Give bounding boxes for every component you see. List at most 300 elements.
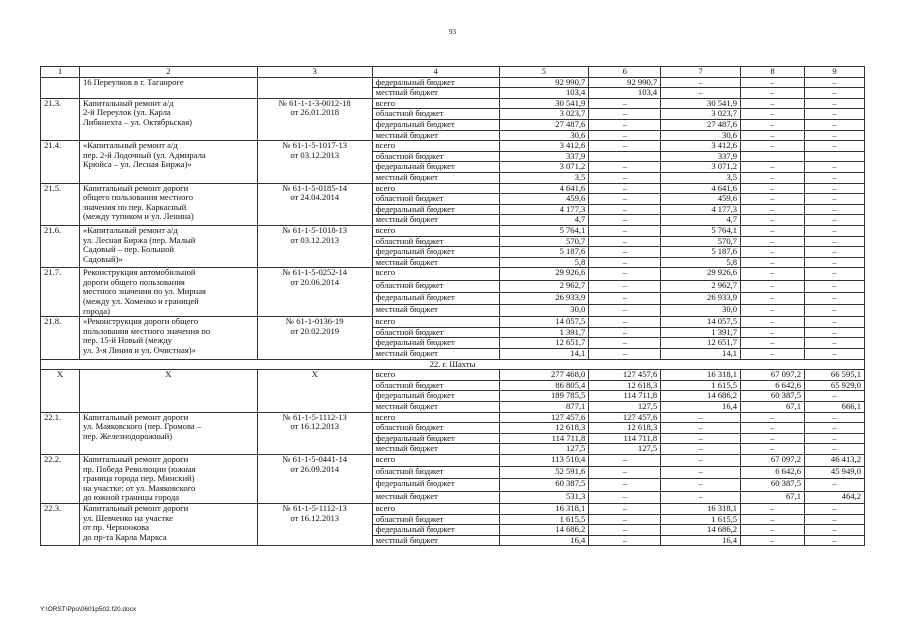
amount-cell: 12 651,7 [499, 338, 589, 349]
amount-cell: – [805, 280, 865, 292]
amount-cell: 277 468,0 [499, 370, 589, 381]
item-number: 22.1. [41, 412, 80, 454]
item-document: № 61-1-5-1112-13 от 16.12.2013 [257, 412, 372, 454]
amount-cell: – [805, 257, 865, 268]
amount-cell: 127 457,6 [589, 370, 661, 381]
item-name: «Капитальный ремонт а/д ул. Лесная Биржа (пер. Малый Садовый – пер. Большой Садовый)» [79, 225, 257, 267]
amount-cell: – [589, 479, 661, 491]
amount-cell: – [589, 247, 661, 258]
amount-cell: – [805, 433, 865, 444]
amount-cell: – [805, 444, 865, 455]
amount-cell: 459,6 [661, 194, 741, 205]
budget-type: местный бюджет [372, 172, 499, 183]
amount-cell: 464,2 [805, 491, 865, 503]
amount-cell: – [741, 433, 805, 444]
amount-cell: – [805, 292, 865, 304]
amount-cell: – [741, 257, 805, 268]
budget-type: местный бюджет [372, 444, 499, 455]
budget-type: областной бюджет [372, 467, 499, 479]
amount-cell: – [589, 109, 661, 120]
amount-cell: – [741, 349, 805, 360]
item-name: Х [79, 370, 257, 412]
budget-type: всего [372, 98, 499, 109]
amount-cell: 92 990,7 [589, 77, 661, 88]
item-number: 21.7. [41, 268, 80, 317]
header-cell: 3 [257, 67, 372, 78]
item-document: Х [257, 370, 372, 412]
item-name: 16 Переулков в г. Таганроге [79, 77, 257, 98]
budget-type: местный бюджет [372, 215, 499, 226]
amount-cell: 3 071,2 [499, 162, 589, 173]
amount-cell: – [805, 268, 865, 280]
table-row [41, 370, 865, 381]
header-cell: 7 [661, 67, 741, 78]
amount-cell: 127 457,6 [499, 412, 589, 423]
amount-cell: 2 962,7 [661, 280, 741, 292]
amount-cell: 67,1 [741, 491, 805, 503]
amount-cell: 27 487,6 [499, 119, 589, 130]
amount-cell: – [661, 77, 741, 88]
section-title: 22. г. Шахты [41, 359, 865, 370]
amount-cell: – [805, 88, 865, 99]
amount-cell: 2 962,7 [499, 280, 589, 292]
item-document: № 61-1-5-1112-13 от 16.12.2013 [257, 503, 372, 545]
amount-cell: 114 711,8 [589, 433, 661, 444]
amount-cell: 60 387,5 [499, 479, 589, 491]
item-number: 21.8. [41, 317, 80, 359]
budget-type: всего [372, 183, 499, 194]
amount-cell: – [661, 479, 741, 491]
page-number: 93 [449, 28, 456, 36]
file-path-footer: Y:\ORST\Ppo\0601p502.f20.docx [40, 606, 137, 613]
budget-type: областной бюджет [372, 423, 499, 434]
amount-cell: – [805, 503, 865, 514]
amount-cell: – [805, 141, 865, 152]
amount-cell: – [805, 183, 865, 194]
amount-cell: – [805, 327, 865, 338]
table-row [41, 141, 865, 152]
section-row [41, 359, 865, 370]
amount-cell: 92 990,7 [499, 77, 589, 88]
budget-type: всего [372, 141, 499, 152]
amount-cell: – [589, 204, 661, 215]
amount-cell: 16 318,1 [661, 370, 741, 381]
table-row [41, 412, 865, 423]
amount-cell: 3,5 [499, 172, 589, 183]
amount-cell: 6 642,6 [741, 467, 805, 479]
table-row [41, 454, 865, 466]
amount-cell: – [805, 525, 865, 536]
amount-cell: 5,8 [499, 257, 589, 268]
amount-cell: 45 949,0 [805, 467, 865, 479]
amount-cell: – [805, 391, 865, 402]
amount-cell: 3 412,6 [661, 141, 741, 152]
amount-cell: – [589, 141, 661, 152]
amount-cell: 4 641,6 [499, 183, 589, 194]
item-number: Х [41, 370, 80, 412]
item-number: 21.3. [41, 98, 80, 140]
item-number: 21.6. [41, 225, 80, 267]
budget-type: областной бюджет [372, 280, 499, 292]
amount-cell: – [741, 292, 805, 304]
budget-type: местный бюджет [372, 491, 499, 503]
item-document: № 61-1-5-1018-13 от 03.12.2013 [257, 225, 372, 267]
item-document: № 61-1-1-3-0012-18 от 26.01.2018 [257, 98, 372, 140]
item-document: № 61-1-0136-19 от 20.02.2019 [257, 317, 372, 359]
budget-type: местный бюджет [372, 349, 499, 360]
item-name: «Капитальный ремонт а/д пер. 2-й Лодочный (ул. Адмирала Крюйса – ул. Лесная Биржа)» [79, 141, 257, 183]
amount-cell: 337,9 [661, 151, 741, 162]
amount-cell: – [661, 491, 741, 503]
amount-cell: – [741, 268, 805, 280]
amount-cell: – [741, 503, 805, 514]
amount-cell: – [661, 454, 741, 466]
amount-cell: – [589, 338, 661, 349]
amount-cell: 16,4 [661, 535, 741, 546]
amount-cell: 5,8 [661, 257, 741, 268]
amount-cell: 29 926,6 [661, 268, 741, 280]
amount-cell: – [741, 514, 805, 525]
amount-cell: 1 391,7 [661, 327, 741, 338]
budget-type: всего [372, 317, 499, 328]
budget-type: областной бюджет [372, 327, 499, 338]
amount-cell: – [589, 183, 661, 194]
item-document: № 61-1-5-0441-14 от 26.09.2014 [257, 454, 372, 503]
header-cell: 6 [589, 67, 661, 78]
amount-cell: – [589, 236, 661, 247]
budget-type: всего [372, 454, 499, 466]
amount-cell: – [805, 304, 865, 316]
amount-cell: – [589, 162, 661, 173]
amount-cell: – [805, 247, 865, 258]
amount-cell: – [589, 292, 661, 304]
amount-cell: 12 618,3 [589, 380, 661, 391]
budget-type: местный бюджет [372, 304, 499, 316]
table-row [41, 503, 865, 514]
amount-cell: 60 387,5 [741, 391, 805, 402]
amount-cell: – [805, 98, 865, 109]
amount-cell: 14 057,5 [499, 317, 589, 328]
amount-cell: 16 318,1 [499, 503, 589, 514]
amount-cell: 337,9 [499, 151, 589, 162]
budget-type: федеральный бюджет [372, 391, 499, 402]
amount-cell: – [741, 423, 805, 434]
amount-cell: 14 686,2 [661, 525, 741, 536]
amount-cell: 65 929,0 [805, 380, 865, 391]
amount-cell: 86 805,4 [499, 380, 589, 391]
item-number: 21.4. [41, 141, 80, 183]
amount-cell: 3 071,2 [661, 162, 741, 173]
item-number [41, 77, 80, 98]
budget-type: федеральный бюджет [372, 162, 499, 173]
header-cell: 2 [79, 67, 257, 78]
header-row [41, 67, 865, 78]
amount-cell: 14 686,2 [661, 391, 741, 402]
amount-cell: 570,7 [661, 236, 741, 247]
amount-cell: 14,1 [661, 349, 741, 360]
budget-type: местный бюджет [372, 88, 499, 99]
amount-cell: 52 591,6 [499, 467, 589, 479]
table-row [41, 225, 865, 236]
amount-cell: – [589, 525, 661, 536]
amount-cell: 103,4 [589, 88, 661, 99]
amount-cell: – [805, 338, 865, 349]
item-name: Капитальный ремонт дороги ул. Шевченко на участке от пр. Черноокова до пр-та Карла Маркса [79, 503, 257, 545]
amount-cell: – [741, 194, 805, 205]
amount-cell: 16,4 [661, 402, 741, 413]
amount-cell: – [805, 204, 865, 215]
amount-cell: 5 187,6 [661, 247, 741, 258]
amount-cell: – [741, 119, 805, 130]
amount-cell: 3 023,7 [661, 109, 741, 120]
amount-cell: – [741, 130, 805, 141]
amount-cell: 67 097,2 [741, 454, 805, 466]
budget-type: всего [372, 370, 499, 381]
amount-cell: – [589, 503, 661, 514]
amount-cell: 113 510,4 [499, 454, 589, 466]
amount-cell: – [741, 77, 805, 88]
amount-cell: – [805, 194, 865, 205]
amount-cell: 4 641,6 [661, 183, 741, 194]
amount-cell: – [589, 535, 661, 546]
amount-cell: – [589, 327, 661, 338]
amount-cell: 4 177,3 [661, 204, 741, 215]
amount-cell: 4 177,3 [499, 204, 589, 215]
amount-cell: – [805, 215, 865, 226]
amount-cell: – [589, 215, 661, 226]
amount-cell: – [741, 98, 805, 109]
amount-cell: 103,4 [499, 88, 589, 99]
table-row [41, 98, 865, 109]
table-row [41, 77, 865, 88]
amount-cell: – [589, 119, 661, 130]
amount-cell: – [805, 423, 865, 434]
amount-cell: 5 764,1 [499, 225, 589, 236]
header-cell: 5 [499, 67, 589, 78]
amount-cell: – [661, 88, 741, 99]
budget-type: местный бюджет [372, 130, 499, 141]
amount-cell [805, 151, 865, 162]
amount-cell: – [741, 109, 805, 120]
amount-cell: 127,5 [589, 444, 661, 455]
amount-cell: – [805, 225, 865, 236]
amount-cell: – [589, 172, 661, 183]
amount-cell [741, 151, 805, 162]
budget-type: всего [372, 225, 499, 236]
amount-cell: – [589, 467, 661, 479]
amount-cell: – [805, 317, 865, 328]
amount-cell: 27 487,6 [661, 119, 741, 130]
amount-cell: – [741, 141, 805, 152]
amount-cell: 114 711,8 [499, 433, 589, 444]
amount-cell: 1 615,5 [661, 380, 741, 391]
item-number: 21.5. [41, 183, 80, 225]
amount-cell: – [589, 257, 661, 268]
item-name: Капитальный ремонт дороги общего пользования местного значения по пер. Каркасный (между тупиком и ул. Ленина) [79, 183, 257, 225]
budget-type: федеральный бюджет [372, 119, 499, 130]
budget-type: федеральный бюджет [372, 525, 499, 536]
amount-cell: 30,0 [499, 304, 589, 316]
budget-type: местный бюджет [372, 402, 499, 413]
amount-cell: – [661, 467, 741, 479]
amount-cell: 877,1 [499, 402, 589, 413]
amount-cell: 67,1 [741, 402, 805, 413]
amount-cell: 30 541,9 [499, 98, 589, 109]
amount-cell: 127,5 [499, 444, 589, 455]
amount-cell: – [589, 349, 661, 360]
amount-cell: – [741, 444, 805, 455]
amount-cell: – [589, 268, 661, 280]
amount-cell: 46 413,2 [805, 454, 865, 466]
amount-cell: 16,4 [499, 535, 589, 546]
amount-cell: – [805, 349, 865, 360]
budget-type: областной бюджет [372, 236, 499, 247]
amount-cell: – [589, 491, 661, 503]
amount-cell: 4,7 [499, 215, 589, 226]
amount-cell: 114 711,8 [589, 391, 661, 402]
amount-cell: – [805, 119, 865, 130]
amount-cell: 666,1 [805, 402, 865, 413]
item-document: № 61-1-5-0252-14 от 20.06.2014 [257, 268, 372, 317]
amount-cell: – [805, 77, 865, 88]
amount-cell: – [741, 183, 805, 194]
amount-cell: 3 023,7 [499, 109, 589, 120]
amount-cell: – [589, 130, 661, 141]
budget-type: местный бюджет [372, 257, 499, 268]
amount-cell: – [741, 225, 805, 236]
amount-cell: – [741, 88, 805, 99]
amount-cell: – [741, 317, 805, 328]
amount-cell: – [805, 162, 865, 173]
budget-type: федеральный бюджет [372, 247, 499, 258]
item-name: Капитальный ремонт дороги пр. Победа Революции (южная граница города пер. Минский) на участке: от ул. Маяковского до южной границы города [79, 454, 257, 503]
budget-type: федеральный бюджет [372, 292, 499, 304]
amount-cell: 26 933,9 [499, 292, 589, 304]
budget-type: федеральный бюджет [372, 433, 499, 444]
amount-cell: – [741, 204, 805, 215]
amount-cell: 29 926,6 [499, 268, 589, 280]
amount-cell: 127,5 [589, 402, 661, 413]
budget-type: всего [372, 412, 499, 423]
budget-type: федеральный бюджет [372, 338, 499, 349]
amount-cell: 5 187,6 [499, 247, 589, 258]
amount-cell: 127 457,6 [589, 412, 661, 423]
budget-type: федеральный бюджет [372, 479, 499, 491]
budget-type: всего [372, 268, 499, 280]
amount-cell: 30 541,9 [661, 98, 741, 109]
table-row [41, 268, 865, 280]
table-row [41, 183, 865, 194]
item-name: Капитальный ремонт а/д 2-й Переулок (ул. Карла Либкнехта – ул. Октябрьская) [79, 98, 257, 140]
amount-cell: – [741, 280, 805, 292]
amount-cell: 14,1 [499, 349, 589, 360]
amount-cell: 1 615,5 [661, 514, 741, 525]
amount-cell: – [741, 535, 805, 546]
amount-cell: – [741, 338, 805, 349]
amount-cell: 26 933,9 [661, 292, 741, 304]
budget-type: областной бюджет [372, 109, 499, 120]
amount-cell: – [805, 236, 865, 247]
amount-cell: – [661, 412, 741, 423]
amount-cell: – [805, 479, 865, 491]
amount-cell: 30,0 [661, 304, 741, 316]
amount-cell: 531,3 [499, 491, 589, 503]
amount-cell: – [589, 317, 661, 328]
header-cell: 9 [805, 67, 865, 78]
budget-type: всего [372, 503, 499, 514]
amount-cell: 570,7 [499, 236, 589, 247]
amount-cell: – [589, 194, 661, 205]
budget-table [40, 66, 865, 546]
amount-cell: – [805, 172, 865, 183]
amount-cell: – [589, 454, 661, 466]
amount-cell: – [741, 525, 805, 536]
amount-cell: – [741, 327, 805, 338]
item-name: Реконструкция автомобильной дороги общего пользования местного значения по ул. Мирная (между ул. Хоменко и границей города) [79, 268, 257, 317]
amount-cell: 14 686,2 [499, 525, 589, 536]
budget-type: областной бюджет [372, 514, 499, 525]
amount-cell: 12 618,3 [499, 423, 589, 434]
amount-cell: – [589, 280, 661, 292]
amount-cell: – [589, 98, 661, 109]
item-document: № 61-1-5-1017-13 от 03.12.2013 [257, 141, 372, 183]
amount-cell: 30,6 [661, 130, 741, 141]
amount-cell: – [589, 514, 661, 525]
amount-cell: – [805, 514, 865, 525]
amount-cell: – [741, 247, 805, 258]
amount-cell: – [589, 225, 661, 236]
amount-cell: – [741, 412, 805, 423]
item-number: 22.2. [41, 454, 80, 503]
amount-cell: 66 595,1 [805, 370, 865, 381]
amount-cell: – [661, 423, 741, 434]
header-cell: 4 [372, 67, 499, 78]
amount-cell: – [741, 172, 805, 183]
amount-cell: 189 785,5 [499, 391, 589, 402]
header-cell: 1 [41, 67, 80, 78]
budget-type: областной бюджет [372, 380, 499, 391]
budget-type: областной бюджет [372, 194, 499, 205]
amount-cell: 12 618,3 [589, 423, 661, 434]
amount-cell: – [805, 412, 865, 423]
amount-cell: 5 764,1 [661, 225, 741, 236]
amount-cell: 30,6 [499, 130, 589, 141]
amount-cell: – [661, 433, 741, 444]
amount-cell: 12 651,7 [661, 338, 741, 349]
amount-cell: 14 057,5 [661, 317, 741, 328]
amount-cell: – [805, 109, 865, 120]
item-document [257, 77, 372, 98]
table-row [41, 317, 865, 328]
amount-cell: – [805, 130, 865, 141]
budget-type: федеральный бюджет [372, 204, 499, 215]
amount-cell: 1 391,7 [499, 327, 589, 338]
amount-cell: 3 412,6 [499, 141, 589, 152]
amount-cell: – [589, 304, 661, 316]
amount-cell [589, 151, 661, 162]
header-cell: 8 [741, 67, 805, 78]
item-name: «Реконструкция дороги общего пользования местного значения по пер. 15-й Новый (между ул. 3-я Линия и ул. Очистная)» [79, 317, 257, 359]
item-document: № 61-1-5-0185-14 от 24.04.2014 [257, 183, 372, 225]
amount-cell: 4,7 [661, 215, 741, 226]
amount-cell: – [741, 215, 805, 226]
amount-cell: 1 615,5 [499, 514, 589, 525]
amount-cell: 6 642,6 [741, 380, 805, 391]
amount-cell: 60 387,5 [741, 479, 805, 491]
item-number: 22.3. [41, 503, 80, 545]
amount-cell: – [741, 304, 805, 316]
amount-cell: – [805, 535, 865, 546]
